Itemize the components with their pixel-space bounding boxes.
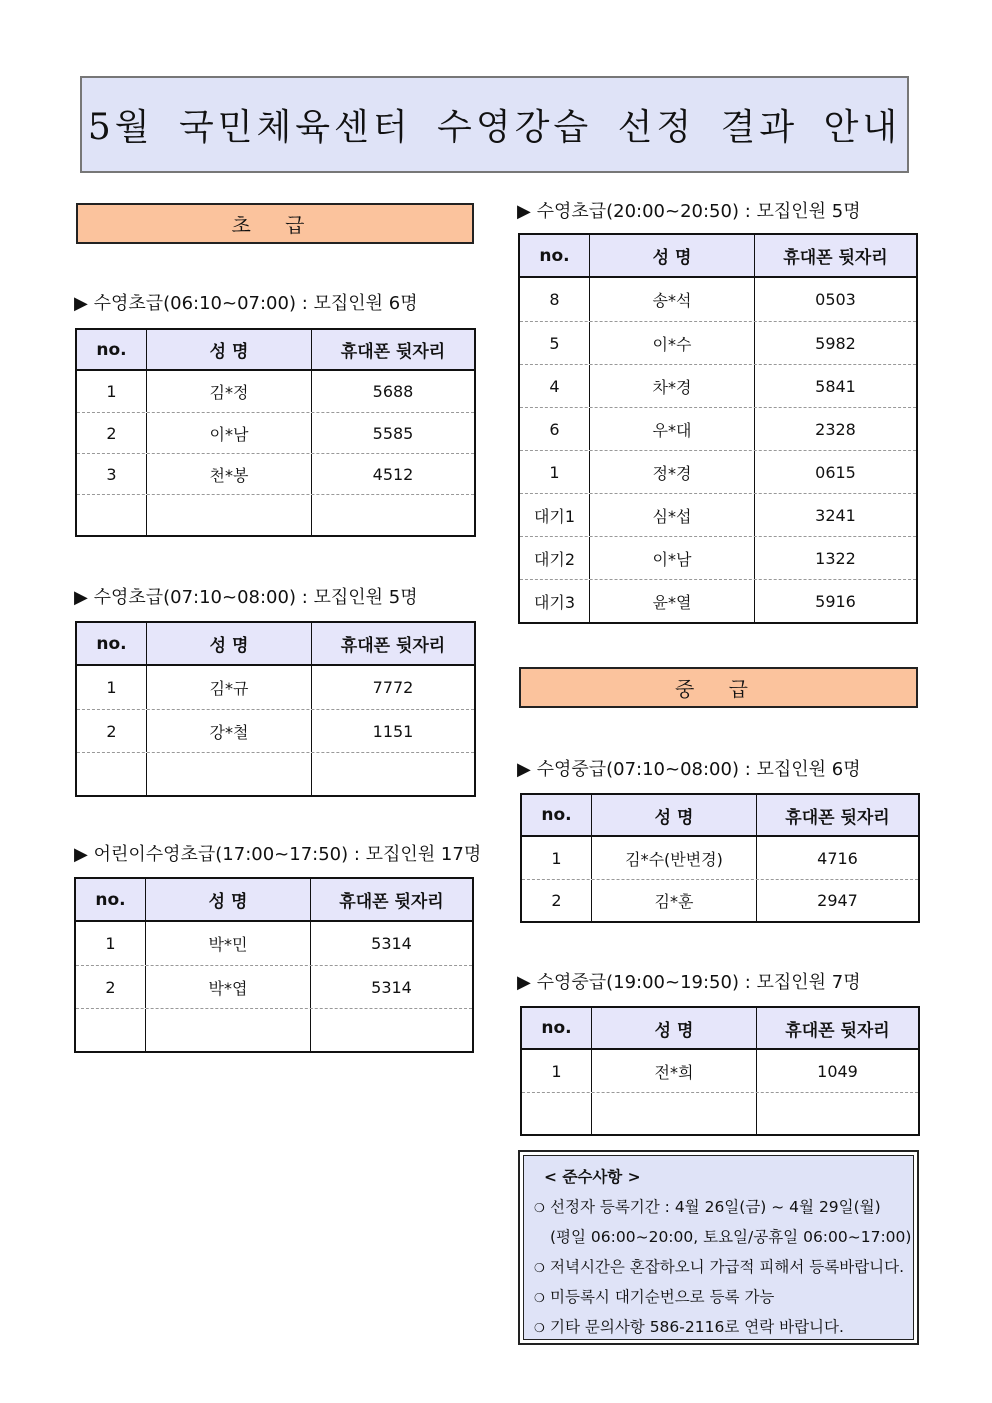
header-phone: 휴대폰 뒷자리 <box>311 623 474 664</box>
cell-no <box>76 1009 145 1051</box>
table-row <box>522 879 918 921</box>
header-name: 성 명 <box>591 795 756 835</box>
table-header-row <box>77 623 474 666</box>
cell-no: 2 <box>105 977 116 997</box>
cell-name: 전*희 <box>591 1050 756 1092</box>
cell-name <box>146 495 311 535</box>
cell-phone: 0615 <box>754 451 916 493</box>
table-row <box>77 371 474 412</box>
header-name: 성 명 <box>145 879 310 920</box>
cell-no: 대기2 <box>533 549 576 569</box>
cell-name: 심*섭 <box>589 494 754 536</box>
notice-item: ❍ 기타 문의사항 586-2116로 연락 바랍니다. <box>534 1312 913 1342</box>
cell-phone: 3241 <box>754 494 916 536</box>
circle-bullet-icon: ❍ <box>534 1321 545 1335</box>
header-name: 성 명 <box>146 330 311 369</box>
cell-name: 강*철 <box>146 710 311 752</box>
cell-no <box>522 1093 591 1134</box>
header-phone: 휴대폰 뒷자리 <box>311 330 474 369</box>
cell-no: 대기3 <box>533 592 576 612</box>
cell-name: 김*정 <box>146 371 311 412</box>
cell-no: 1 <box>105 934 116 953</box>
header-no: no. <box>96 339 127 360</box>
class-caption-4: ▶ 수영초급(20:00~20:50) : 모집인원 5명 <box>517 201 861 222</box>
cell-name: 이*남 <box>589 537 754 579</box>
cell-phone <box>311 753 474 795</box>
section-intermediate-header: 중 급 <box>519 667 918 708</box>
cell-no: 2 <box>106 721 117 741</box>
table-header-row <box>522 1008 918 1050</box>
header-phone: 휴대폰 뒷자리 <box>310 879 472 920</box>
table-row <box>520 536 916 579</box>
cell-name: 박*엽 <box>145 966 310 1008</box>
class-caption-1: ▶ 수영초급(06:10~07:00) : 모집인원 6명 <box>74 293 418 314</box>
results-table-1 <box>75 328 476 537</box>
table-row <box>522 1050 918 1092</box>
cell-name: 이*남 <box>146 413 311 453</box>
table-row <box>522 837 918 879</box>
results-table-6 <box>520 1006 920 1136</box>
table-header-row <box>520 235 916 278</box>
class-caption-6: ▶ 수영중급(19:00~19:50) : 모집인원 7명 <box>517 972 861 993</box>
circle-bullet-icon: ❍ <box>534 1261 545 1275</box>
cell-name: 정*경 <box>589 451 754 493</box>
table-header-row <box>76 879 472 922</box>
results-table-4 <box>518 233 918 624</box>
notice-box <box>518 1150 919 1345</box>
table-row <box>77 709 474 752</box>
table-row <box>520 278 916 321</box>
cell-name: 김*수(반변경) <box>591 837 756 879</box>
cell-no: 대기1 <box>533 506 576 526</box>
cell-phone: 5688 <box>311 371 474 412</box>
cell-phone: 5982 <box>754 322 916 364</box>
cell-phone: 5314 <box>310 922 472 965</box>
table-row <box>77 494 474 535</box>
cell-no: 8 <box>549 290 560 309</box>
cell-no: 2 <box>106 423 117 443</box>
table-row <box>77 752 474 795</box>
cell-no: 1 <box>551 848 562 868</box>
cell-name: 송*석 <box>589 278 754 321</box>
cell-phone: 5585 <box>311 413 474 453</box>
notice-item: ❍ 미등록시 대기순번으로 등록 가능 <box>534 1282 913 1312</box>
cell-no: 1 <box>549 462 560 482</box>
cell-phone: 4716 <box>756 837 918 879</box>
cell-name: 이*수 <box>589 322 754 364</box>
header-no: no. <box>96 633 127 654</box>
table-row <box>77 412 474 453</box>
table-row <box>520 321 916 364</box>
cell-no: 3 <box>106 464 117 484</box>
header-no: no. <box>541 1018 572 1038</box>
cell-phone: 0503 <box>754 278 916 321</box>
header-phone: 휴대폰 뒷자리 <box>756 795 918 835</box>
header-name: 성 명 <box>146 623 311 664</box>
table-row <box>76 922 472 965</box>
class-caption-5: ▶ 수영중급(07:10~08:00) : 모집인원 6명 <box>517 759 861 780</box>
table-header-row <box>77 330 474 371</box>
table-row <box>520 579 916 622</box>
table-row <box>520 493 916 536</box>
notice-item: ❍ 선정자 등록기간 : 4월 26일(금) ~ 4월 29일(월) <box>534 1192 913 1222</box>
page-title: 5월 국민체육센터 수영강습 선정 결과 안내 <box>80 76 909 173</box>
cell-no: 2 <box>551 891 562 910</box>
table-row <box>520 407 916 450</box>
cell-phone: 5841 <box>754 365 916 407</box>
notice-item: ❍ 저녁시간은 혼잡하오니 가급적 피해서 등록바랍니다. <box>534 1252 913 1282</box>
cell-no: 6 <box>549 419 560 439</box>
cell-name: 윤*열 <box>589 580 754 622</box>
header-no: no. <box>95 889 126 910</box>
table-row <box>522 1092 918 1134</box>
table-row <box>76 965 472 1008</box>
table-header-row <box>522 795 918 837</box>
cell-phone <box>756 1093 918 1134</box>
table-row <box>77 666 474 709</box>
header-no: no. <box>539 245 570 266</box>
results-table-3 <box>74 877 474 1053</box>
cell-name <box>146 753 311 795</box>
cell-phone: 1049 <box>756 1050 918 1092</box>
cell-no: 5 <box>549 333 560 353</box>
cell-name: 차*경 <box>589 365 754 407</box>
results-table-2 <box>75 621 476 797</box>
cell-no: 1 <box>106 382 117 401</box>
cell-phone: 5314 <box>310 966 472 1008</box>
circle-bullet-icon: ❍ <box>534 1291 545 1305</box>
header-name: 성 명 <box>589 235 754 276</box>
circle-bullet-icon: ❍ <box>534 1201 545 1215</box>
results-table-5 <box>520 793 920 923</box>
cell-no: 1 <box>106 678 117 697</box>
cell-name: 김*규 <box>146 666 311 709</box>
table-row <box>520 450 916 493</box>
table-row <box>77 453 474 494</box>
header-phone: 휴대폰 뒷자리 <box>756 1008 918 1048</box>
class-caption-3: ▶ 어린이수영초급(17:00~17:50) : 모집인원 17명 <box>74 844 482 865</box>
cell-name: 천*봉 <box>146 454 311 494</box>
section-beginner-header: 초 급 <box>76 203 474 244</box>
cell-name <box>591 1093 756 1134</box>
cell-name: 김*훈 <box>591 880 756 921</box>
cell-name: 우*대 <box>589 408 754 450</box>
cell-phone <box>311 495 474 535</box>
cell-phone: 5916 <box>754 580 916 622</box>
cell-name: 박*민 <box>145 922 310 965</box>
cell-name <box>145 1009 310 1051</box>
notice-heading: < 준수사항 > <box>544 1168 641 1186</box>
cell-phone: 1151 <box>311 710 474 752</box>
cell-phone: 7772 <box>311 666 474 709</box>
cell-phone: 2328 <box>754 408 916 450</box>
table-row <box>520 364 916 407</box>
table-row <box>76 1008 472 1051</box>
header-phone: 휴대폰 뒷자리 <box>754 235 916 276</box>
cell-no <box>77 753 146 795</box>
cell-phone <box>310 1009 472 1051</box>
cell-no <box>77 495 146 535</box>
cell-no: 4 <box>549 376 560 396</box>
cell-phone: 2947 <box>756 880 918 921</box>
notice-item-continued: (평일 06:00~20:00, 토요일/공휴일 06:00~17:00) <box>550 1228 912 1246</box>
cell-phone: 4512 <box>311 454 474 494</box>
class-caption-2: ▶ 수영초급(07:10~08:00) : 모집인원 5명 <box>74 587 418 608</box>
header-name: 성 명 <box>591 1008 756 1048</box>
header-no: no. <box>541 805 572 825</box>
cell-no: 1 <box>551 1061 562 1081</box>
cell-phone: 1322 <box>754 537 916 579</box>
